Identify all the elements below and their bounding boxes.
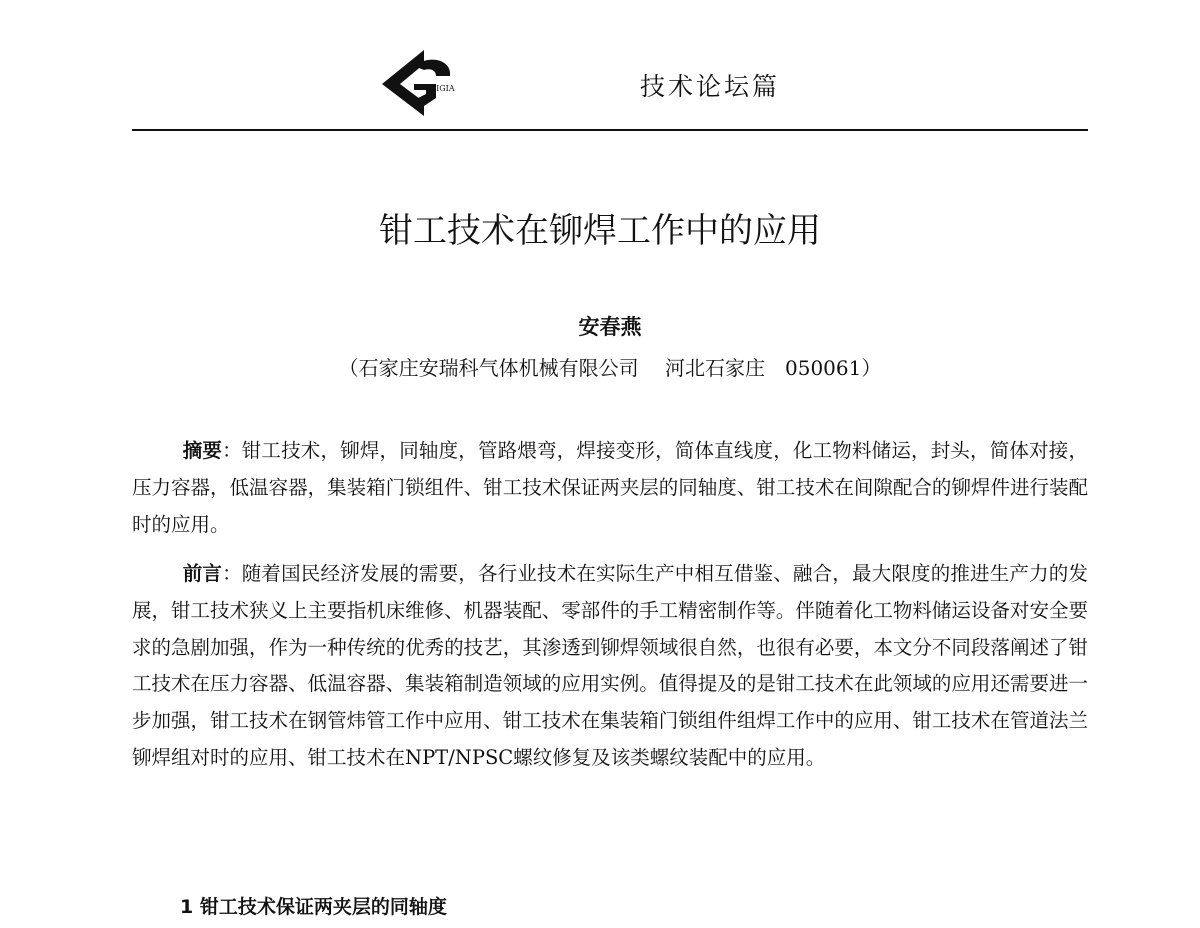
introduction-text: ：随着国民经济发展的需要，各行业技术在实际生产中相互借鉴、融合，最大限度的推进生产力的发展，钳工技术狭义上主要指机床维修、机器装配、零部件的手工精密制作等。伴随着化工物料储运设备对安全要求的急剧加强，作为一种传统的优秀的技艺，其渗透到铆焊领域很自然，也很有必要，本文分不同段落阐述了钳工技术在压力容器、低温容器、集装箱制造领域的应用实例。值得提及的是钳工技术在此领域的应用还需要进一步加强，钳工技术在钢管炜管工作中应用、钳工技术在集装箱门锁组件组焊工作中的应用、钳工技术在管道法兰铆焊组对时的应用、钳工技术在NPT/NPSC螺纹修复及该类螺纹装配中的应用。 <box>132 562 1088 769</box>
journal-logo <box>378 46 470 118</box>
journal-g-logo-icon <box>378 46 470 118</box>
author-name: 安春燕 <box>578 315 642 339</box>
abstract-text: ：钳工技术，铆焊，同轴度，管路煨弯，焊接变形，简体直线度，化工物料储运，封头，简体对接，压力容器，低温容器，集装箱门锁组件、钳工技术保证两夹层的同轴度、钳工技术在间隙配合的铆焊件进行装配时的应用。 <box>132 439 1088 536</box>
abstract-label: 摘要 <box>182 439 223 462</box>
author-affiliation: （石家庄安瑞科气体机械有限公司 河北石家庄 050061） <box>338 356 882 380</box>
introduction-label: 前言 <box>182 562 223 585</box>
header-rule <box>132 129 1088 131</box>
introduction-paragraph <box>132 556 1088 777</box>
section-title: 钳工技术保证两夹层的同轴度 <box>199 896 447 918</box>
section-tag: 技术论坛篇 <box>640 72 781 101</box>
logo-text: CIGIA <box>430 84 455 93</box>
section-number: 1 <box>180 896 194 918</box>
section-heading <box>180 892 447 922</box>
abstract-paragraph <box>132 433 1088 543</box>
article-title: 钳工技术在铆焊工作中的应用 <box>379 211 821 251</box>
